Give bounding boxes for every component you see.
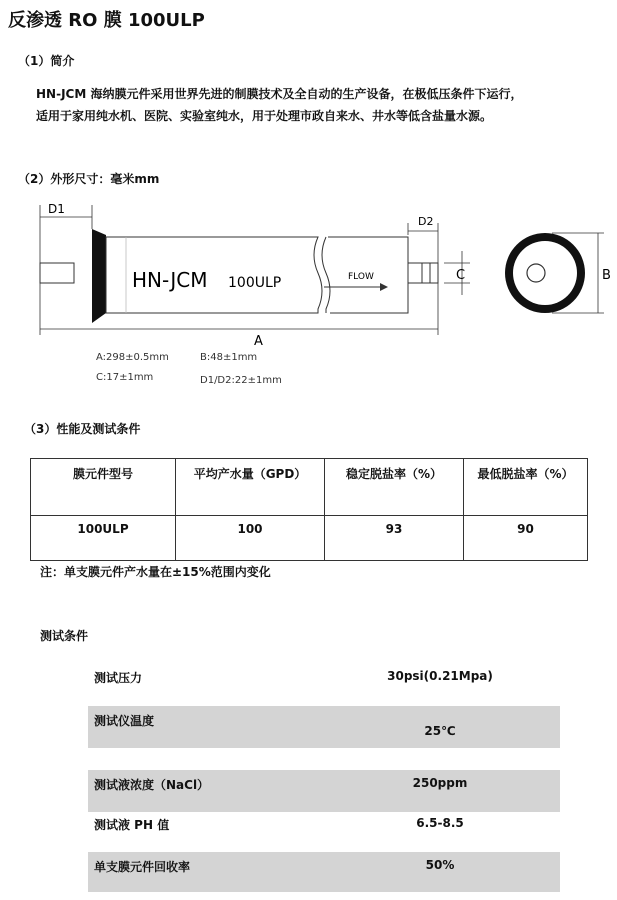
dim-b-value: B:48±1mm: [200, 352, 258, 363]
c-label: C: [456, 268, 466, 283]
b-label: B: [602, 268, 611, 283]
model-text: 100ULP: [228, 275, 282, 291]
page-title: 反渗透 RO 膜 100ULP: [8, 10, 205, 31]
inlet-pipe: [40, 263, 74, 283]
end-view-core: [527, 264, 545, 282]
test-condition-row: [88, 770, 560, 812]
intro-line-1: HN-JCM 海纳膜元件采用世界先进的制膜技术及全自动的生产设备，在极低压条件下运行，: [36, 87, 523, 101]
condition-label: 测试液浓度（NaCl）: [94, 778, 210, 792]
table-row: [31, 516, 588, 561]
flow-arrowhead: [380, 283, 388, 291]
condition-label: 测试液 PH 值: [94, 818, 170, 832]
table-header-row: [31, 459, 588, 516]
condition-value: 6.5-8.5: [416, 816, 464, 830]
condition-label: 单支膜元件回收率: [94, 860, 191, 874]
table-note: 注：单支膜元件产水量在±15%范围内变化: [40, 565, 271, 579]
test-condition-row: [88, 706, 560, 748]
table-header-cell: 稳定脱盐率（%）: [325, 459, 464, 516]
table-header-cell: 平均产水量（GPD）: [176, 459, 325, 516]
brand-text: HN-JCM: [132, 268, 208, 292]
table-header-cell: 膜元件型号: [31, 459, 176, 516]
d2-label: D2: [418, 215, 434, 228]
dim-c-value: C:17±1mm: [96, 372, 154, 383]
condition-value: 50%: [425, 858, 455, 872]
test-conditions-title: 测试条件: [40, 629, 89, 643]
table-cell: 100: [176, 516, 325, 561]
membrane-dimension-diagram: [0, 195, 617, 395]
test-condition-row: [88, 664, 560, 690]
end-cap: [92, 229, 106, 323]
condition-value: 30psi(0.21Mpa): [387, 669, 493, 683]
table-header-cell: 最低脱盐率（%）: [464, 459, 588, 516]
d1-label: D1: [48, 202, 65, 216]
break-line: [322, 237, 330, 313]
condition-value: 25℃: [424, 724, 456, 738]
dim-d-value: D1/D2:22±1mm: [200, 375, 282, 386]
test-condition-row: [88, 812, 560, 842]
section2-heading: （2）外形尺寸：毫米mm: [18, 172, 160, 186]
outlet-pipe: [408, 263, 438, 283]
flow-text: FLOW: [348, 272, 374, 282]
a-label: A: [254, 334, 263, 349]
section3-heading: （3）性能及测试条件: [24, 422, 141, 436]
table-cell: 100ULP: [31, 516, 176, 561]
intro-line-2: 适用于家用纯水机、医院、实验室纯水，用于处理市政自来水、井水等低含盐量水源。: [36, 109, 493, 123]
table-cell: 93: [325, 516, 464, 561]
condition-label: 测试压力: [94, 671, 143, 685]
dim-a-value: A:298±0.5mm: [96, 352, 169, 363]
condition-label: 测试仪温度: [94, 714, 155, 728]
test-condition-row: [88, 852, 560, 892]
condition-value: 250ppm: [412, 776, 468, 790]
section1-heading: （1）简介: [18, 54, 75, 68]
performance-table: [30, 458, 588, 561]
table-cell: 90: [464, 516, 588, 561]
